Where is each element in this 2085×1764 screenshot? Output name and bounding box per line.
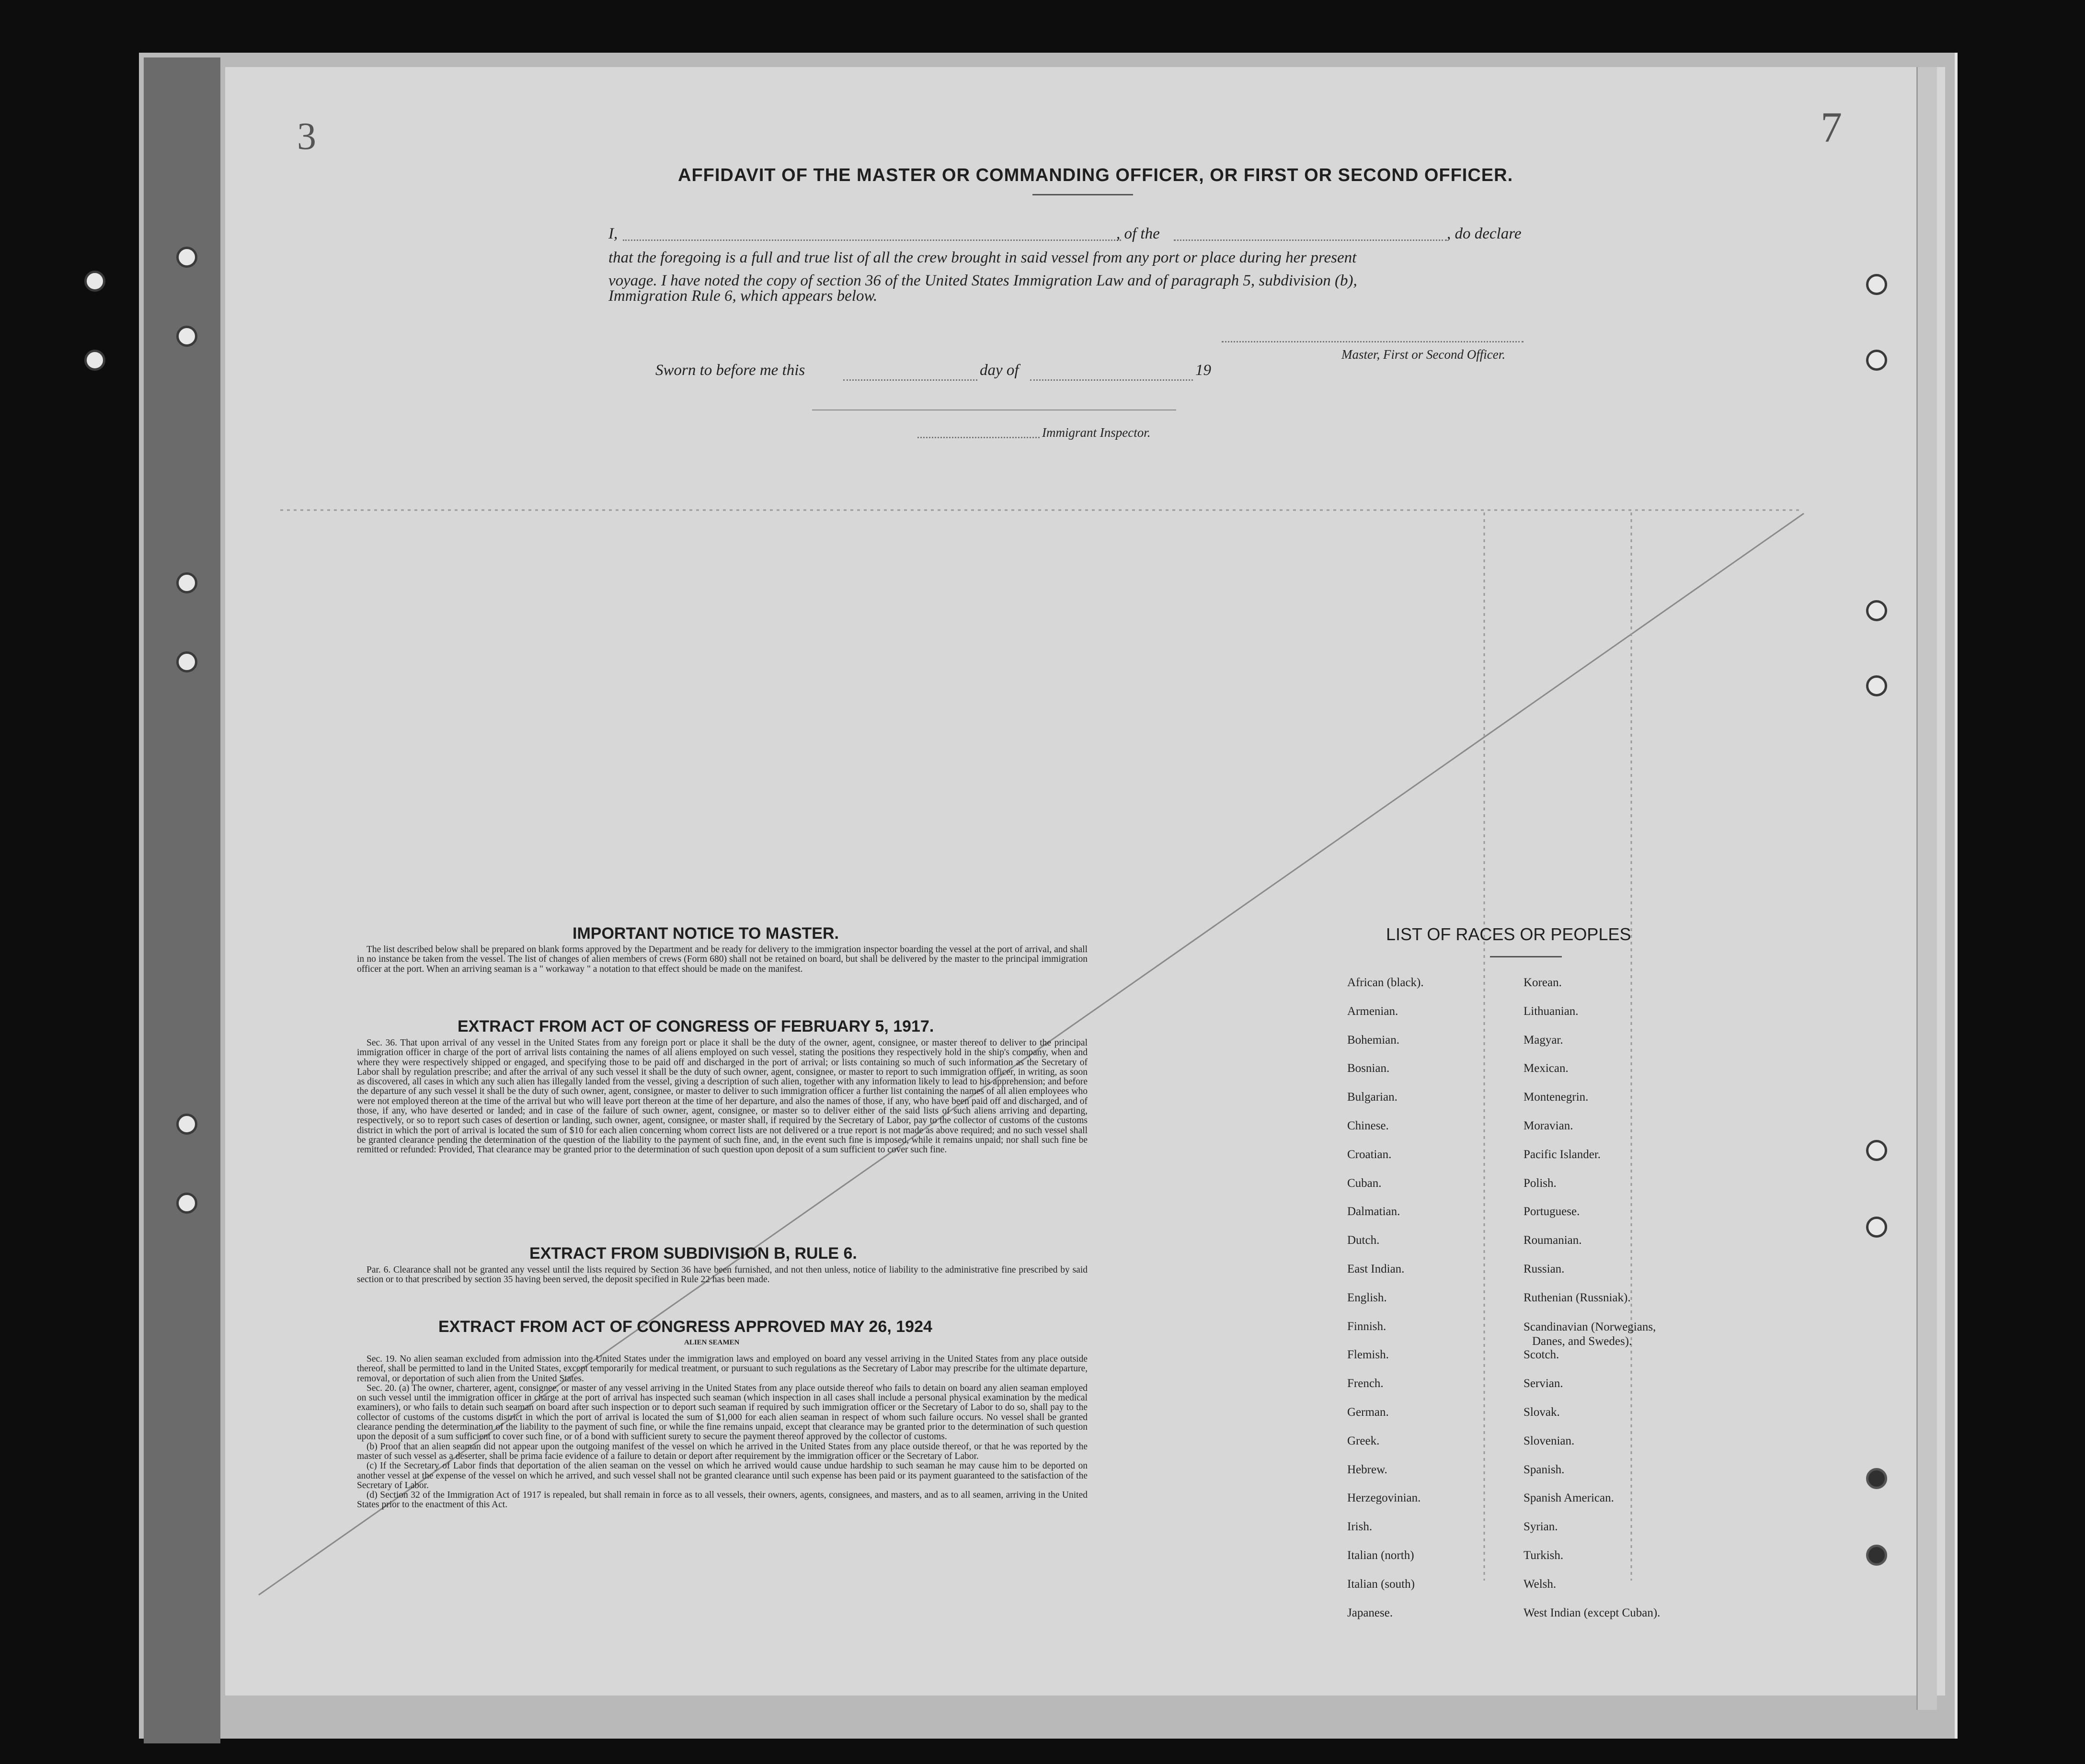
race-item-line2: Danes, and Swedes). <box>1532 1334 1632 1348</box>
race-item: Italian (north) <box>1347 1548 1414 1562</box>
race-item: German. <box>1347 1405 1389 1419</box>
race-item: Lithuanian. <box>1524 1004 1579 1018</box>
sec20a-paragraph: Sec. 20. (a) The owner, charterer, agent, consignee, or master of any vessel arriving in the United States from any place outside thereof who fails to detain on board any alien seaman employed on such vessel until the immigration officer in charge at the port of arrival has inspected such seaman (which inspection in all cases shall include a personal physical examination by the medical examiners), or who fails to detain such seaman on board after such inspection or to deport such seaman if required by such immigration officer or the Secretary of Labor to do so, shall pay to the collector of customs of the customs district in which the port of arrival is located the sum of $1,000 for each alien seaman in respect of whom such failure occurs. No vessel shall be granted clearance pending the determination of the liability to the payment of such fine, or while the fine remains unpaid, except that clearance may be granted prior to the determination of such question upon the deposit of a sum sufficient to cover such fine, or of a bond with sufficient surety to secure the payment thereof approved by the collector of customs. <box>357 1383 1088 1442</box>
corner-number: 7 <box>1821 104 1842 151</box>
extract-1917-paragraph: Sec. 36. That upon arrival of any vessel in the United States from any foreign port or place it shall be the duty of the owner, agent, consignee, or master thereof to deliver to the principal immigration officer in charge of the port of arrival lists containing the names of all aliens employed on such vessel, stating the positions they respectively hold in the ship's company, when and where they were respectively shipped or engaged, and specifying those to be paid off and discharged in the port of arrival; or lists containing so much of such information as the Secretary of Labor shall by regulation prescribe; and after the arrival of any such vessel it shall be the duty of such owner, agent, consignee, or master to report to such immigration officer, in writing, as soon as discovered, all cases in which any such alien has illegally landed from the vessel, giving a description of such alien, together with any information likely to lead to his apprehension; and before the departure of any such vessel it shall be the duty of such owner, agent, consignee, or master to deliver to such immigration officer a further list containing the names of all alien employees who were not employed thereon at the time of the arrival but who will leave port thereon at the time of her departure, and also the names of those, if any, who have been paid off and discharged, and of those, if any, who have deserted or landed; and in case of the failure of such owner, agent, consignee, or master so to deliver either of the said lists of such aliens arriving and departing, respectively, or so to report such cases of desertion or landing, such owner, agent, consignee, or master shall, if required by the Secretary of Labor, pay to the collector of customs of the customs district in which the port of arrival is located the sum of $10 for each alien concerning whom correct lists are not delivered or a true report is not made as above required; and no such vessel shall be granted clearance pending the determination of the question of the liability to the payment of such fine, and, in the event such fine is imposed, while it remains unpaid; nor shall such fine be remitted or refunded: Provided, That clearance may be granted prior to the determination of such question upon deposit of a sum sufficient to cover such fine. <box>357 1038 1088 1155</box>
race-item: West Indian (except Cuban). <box>1524 1606 1661 1619</box>
race-item: Moravian. <box>1524 1119 1573 1132</box>
race-item: Ruthenian (Russniak). <box>1524 1291 1631 1304</box>
affidavit-line4: Immigration Rule 6, which appears below. <box>608 287 878 305</box>
race-item: African (black). <box>1347 976 1424 989</box>
rule6-paragraph: Par. 6. Clearance shall not be granted any vessel until the lists required by Section 36 have been furnished, and not then unless, notice of liability to the administrative fine prescribed by said section or to that prescribed by section 35 having been served, the deposit specified in Rule 22 has been made. <box>357 1265 1088 1285</box>
race-item: Mexican. <box>1524 1062 1569 1075</box>
race-item: French. <box>1347 1377 1384 1390</box>
race-item: Bulgarian. <box>1347 1091 1398 1104</box>
rule6-title: EXTRACT FROM SUBDIVISION B, RULE 6. <box>529 1244 857 1263</box>
race-item: Flemish. <box>1347 1348 1389 1362</box>
race-item: Magyar. <box>1524 1033 1563 1047</box>
extract-1924-title: EXTRACT FROM ACT OF CONGRESS APPROVED MAY 26, 1924 <box>438 1318 932 1336</box>
name-blank <box>623 239 1121 241</box>
race-item: Dalmatian. <box>1347 1205 1400 1218</box>
notice-text <box>357 945 1088 974</box>
race-item: Turkish. <box>1524 1548 1564 1562</box>
vessel-blank <box>1174 239 1447 241</box>
race-item: Roumanian. <box>1524 1234 1582 1247</box>
race-item <box>1524 1320 1660 1349</box>
race-item: Croatian. <box>1347 1148 1392 1161</box>
race-item: Servian. <box>1524 1377 1563 1390</box>
affidavit-declare: , do declare <box>1447 225 1522 242</box>
affidavit-of-the: , of the <box>1116 225 1160 242</box>
left-number: 3 <box>297 115 316 158</box>
inspector-blank <box>917 437 1040 438</box>
races-list <box>1337 976 1816 1647</box>
race-item: English. <box>1347 1291 1387 1304</box>
race-item: Slovenian. <box>1524 1434 1575 1447</box>
race-item: Bosnian. <box>1347 1062 1390 1075</box>
race-item: Italian (south) <box>1347 1577 1415 1591</box>
race-item: Spanish. <box>1524 1463 1565 1476</box>
race-item: Scotch. <box>1524 1348 1559 1362</box>
races-col-1 <box>1347 976 1424 1635</box>
signature-label: Master, First or Second Officer. <box>1341 347 1505 362</box>
alien-seamen-subtitle: ALIEN SEAMEN <box>684 1339 740 1346</box>
affidavit-title: AFFIDAVIT OF THE MASTER OR COMMANDING OFFICER, OR FIRST OR SECOND OFFICER. <box>678 165 1513 185</box>
races-col-2 <box>1524 976 1660 1635</box>
affidavit-line2: that the foregoing is a full and true list of all the crew brought in said vessel from any port or place during her present <box>608 249 1357 266</box>
race-item: East Indian. <box>1347 1262 1405 1275</box>
race-item-line1: Scandinavian (Norwegians, <box>1524 1320 1656 1333</box>
race-item: Chinese. <box>1347 1119 1389 1132</box>
year-label: 19 <box>1195 362 1211 379</box>
affidavit-i: I, <box>608 225 618 242</box>
race-item: Korean. <box>1524 976 1562 989</box>
race-item: Slovak. <box>1524 1405 1560 1419</box>
sworn-label: Sworn to before me this <box>655 362 805 379</box>
race-item: Dutch. <box>1347 1234 1380 1247</box>
races-title: LIST OF RACES OR PEOPLES <box>1386 924 1631 944</box>
affidavit-title-rule <box>1032 194 1133 195</box>
rule6-text <box>357 1265 1088 1285</box>
race-item: Polish. <box>1524 1176 1557 1190</box>
sec20d-paragraph: (d) Section 32 of the Immigration Act of 1917 is repealed, but shall remain in force as to all vessels, their owners, agents, consignees, and masters, and as to all seamen, arriving in the United States prior to the enactment of this Act. <box>357 1490 1088 1510</box>
race-item: Spanish American. <box>1524 1491 1614 1505</box>
race-item: Syrian. <box>1524 1520 1558 1534</box>
notice-title: IMPORTANT NOTICE TO MASTER. <box>573 924 839 943</box>
race-item: Montenegrin. <box>1524 1091 1589 1104</box>
affidavit-line3: voyage. I have noted the copy of section 36 of the United States Immigration Law and of paragraph 5, subdivision (b), <box>608 272 1357 289</box>
race-item: Hebrew. <box>1347 1463 1387 1476</box>
day-of-label: day of <box>980 362 1019 379</box>
race-item: Portuguese. <box>1524 1205 1580 1218</box>
extract-1917-text <box>357 1038 1088 1155</box>
sec20c-paragraph: (c) If the Secretary of Labor finds that deportation of the alien seaman on the vessel on which he arrived would cause undue hardship to such seaman he may cause him to be deported on another vessel at the expense of the vessel on which he arrived, and such vessel shall not be granted clearance until such expense has been paid or its payment guaranteed to the satisfaction of the Secretary of Labor. <box>357 1461 1088 1491</box>
race-item: Bohemian. <box>1347 1033 1400 1047</box>
race-item: Russian. <box>1524 1262 1565 1275</box>
month-blank <box>1030 379 1193 381</box>
inspector-label: Immigrant Inspector. <box>1042 425 1151 440</box>
races-title-rule <box>1490 956 1562 957</box>
race-item: Cuban. <box>1347 1176 1382 1190</box>
race-item: Armenian. <box>1347 1004 1398 1018</box>
sec20b-paragraph: (b) Proof that an alien seaman did not appear upon the outgoing manifest of the vessel on which he arrived in the United States from any place outside thereof, or that he was reported by the master of such vessel as a deserter, shall be prima facie evidence of a failure to detain or deport after requirement by the immigration officer or the Secretary of Labor. <box>357 1441 1088 1461</box>
sworn-day-blank <box>843 379 977 381</box>
race-item: Welsh. <box>1524 1577 1557 1591</box>
extract-1924-text <box>357 1354 1088 1510</box>
notice-paragraph: The list described below shall be prepared on blank forms approved by the Department and be ready for delivery to the immigration inspector boarding the vessel at the port of arrival, and shall in no instance be taken from the vessel. The list of changes of alien members of crews (Form 680) shall not be retained on board, but shall be delivered by the master to the principal immigration officer at the port. When an arriving seaman is a " workaway " a notation to that effect should be made on the manifest. <box>357 945 1088 974</box>
sec19-paragraph: Sec. 19. No alien seaman excluded from admission into the United States under the immigration laws and employed on board any vessel arriving in the United States from any place outside thereof, shall be permitted to land in the United States, except temporarily for medical treatment, or pursuant to such regulations as the Secretary of Labor may prescribe for the ultimate departure, removal, or deportation of such alien from the United States. <box>357 1354 1088 1384</box>
race-item: Herzegovinian. <box>1347 1491 1421 1505</box>
race-item: Greek. <box>1347 1434 1380 1447</box>
race-item: Pacific Islander. <box>1524 1148 1601 1161</box>
race-item: Finnish. <box>1347 1320 1386 1333</box>
race-item: Irish. <box>1347 1520 1373 1534</box>
extract-1917-title: EXTRACT FROM ACT OF CONGRESS OF FEBRUARY 5, 1917. <box>458 1017 934 1036</box>
signature-blank <box>1222 341 1524 342</box>
race-item: Japanese. <box>1347 1606 1393 1619</box>
